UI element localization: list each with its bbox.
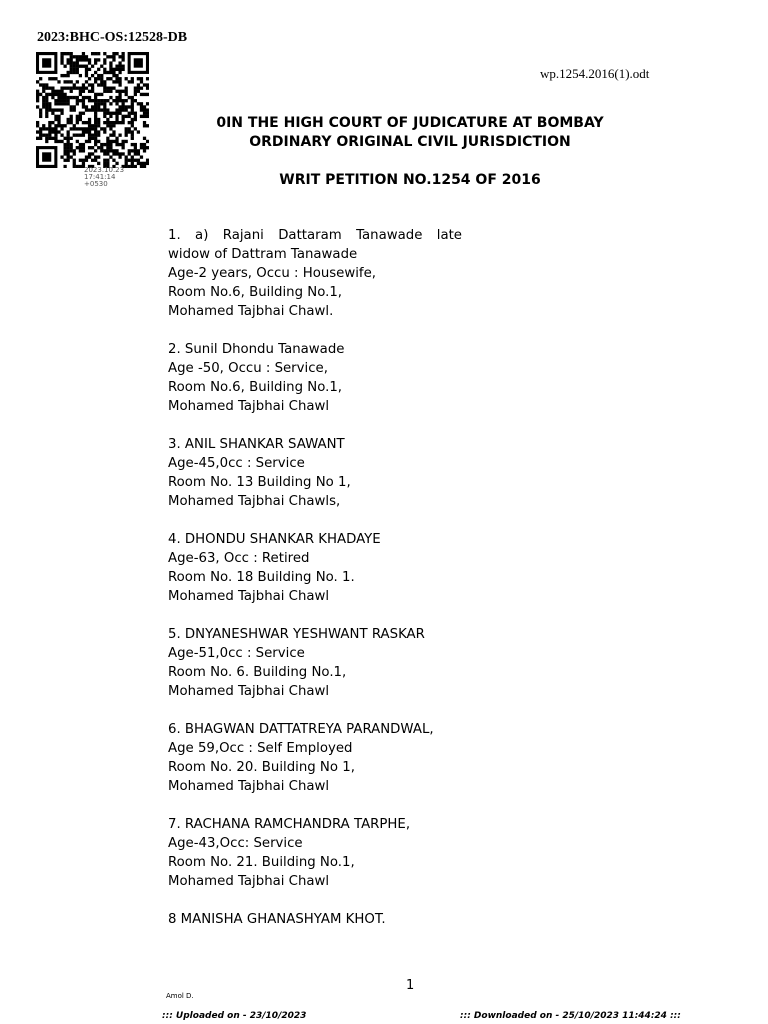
party-line: Age 59,Occ : Self Employed: [168, 741, 353, 756]
qr-code-image: [36, 52, 149, 168]
party-line: Mohamed Tajbhai Chawl.: [168, 304, 334, 319]
party-line: Room No. 13 Building No 1,: [168, 475, 351, 490]
party-line: widow of Dattram Tanawade: [168, 247, 358, 262]
party-line: 2. Sunil Dhondu Tanawade: [168, 342, 345, 357]
court-name-heading: 0IN THE HIGH COURT OF JUDICATURE AT BOMBAY: [216, 115, 604, 131]
party-line: Mohamed Tajbhai Chawl: [168, 399, 330, 414]
qr-code-icon: [36, 52, 149, 168]
party-line: Room No. 21. Building No.1,: [168, 855, 355, 870]
party-block: [168, 226, 462, 321]
party-line: Mohamed Tajbhai Chawl: [168, 874, 330, 889]
file-reference: wp.1254.2016(1).odt: [540, 66, 650, 81]
jurisdiction-heading: ORDINARY ORIGINAL CIVIL JURISDICTION: [249, 134, 571, 150]
petitioner-list: [168, 226, 462, 948]
party-block: [168, 340, 462, 416]
uploaded-on-stamp: ::: Uploaded on - 23/10/2023: [162, 1011, 307, 1021]
party-line: Mohamed Tajbhai Chawls,: [168, 494, 341, 509]
party-block: [168, 435, 462, 511]
party-line: Age-51,0cc : Service: [168, 646, 305, 661]
party-line: Age -50, Occu : Service,: [168, 361, 328, 376]
party-line: 8 MANISHA GHANASHYAM KHOT.: [168, 912, 386, 927]
downloaded-on-stamp: ::: Downloaded on - 25/10/2023 11:44:24 :::: [460, 1011, 681, 1021]
signature-timezone: +0530: [84, 180, 108, 188]
signature-date: 2023.10.23: [84, 166, 125, 174]
case-citation: 2023:BHC-OS:12528-DB: [37, 30, 188, 45]
party-line: 7. RACHANA RAMCHANDRA TARPHE,: [168, 817, 411, 832]
party-line: Mohamed Tajbhai Chawl: [168, 684, 330, 699]
party-line: Room No. 18 Building No. 1.: [168, 570, 355, 585]
party-block: [168, 720, 462, 796]
party-line: 5. DNYANESHWAR YESHWANT RASKAR: [168, 627, 425, 642]
party-block: [168, 910, 462, 929]
page-number: 1: [406, 978, 415, 993]
party-line: Room No.6, Building No.1,: [168, 285, 343, 300]
signature-time: 17:41:14: [84, 173, 116, 181]
petition-number-heading: WRIT PETITION NO.1254 OF 2016: [279, 172, 541, 188]
party-line: Room No. 6. Building No.1,: [168, 665, 347, 680]
party-line: Room No.6, Building No.1,: [168, 380, 343, 395]
party-line: Room No. 20. Building No 1,: [168, 760, 355, 775]
party-line: 4. DHONDU SHANKAR KHADAYE: [168, 532, 381, 547]
party-line: Age-45,0cc : Service: [168, 456, 305, 471]
party-line: Age-2 years, Occu : Housewife,: [168, 266, 377, 281]
party-block: [168, 815, 462, 891]
party-line: Mohamed Tajbhai Chawl: [168, 589, 330, 604]
party-line: 6. BHAGWAN DATTATREYA PARANDWAL,: [168, 722, 434, 737]
party-block: [168, 625, 462, 701]
signer-name: Amol D.: [166, 992, 194, 1000]
party-line: Age-63, Occ : Retired: [168, 551, 310, 566]
party-line: 3. ANIL SHANKAR SAWANT: [168, 437, 345, 452]
party-line: Age-43,Occ: Service: [168, 836, 303, 851]
party-line: 1. a) Rajani Dattaram Tanawade late: [168, 228, 462, 243]
party-block: [168, 530, 462, 606]
party-line: Mohamed Tajbhai Chawl: [168, 779, 330, 794]
